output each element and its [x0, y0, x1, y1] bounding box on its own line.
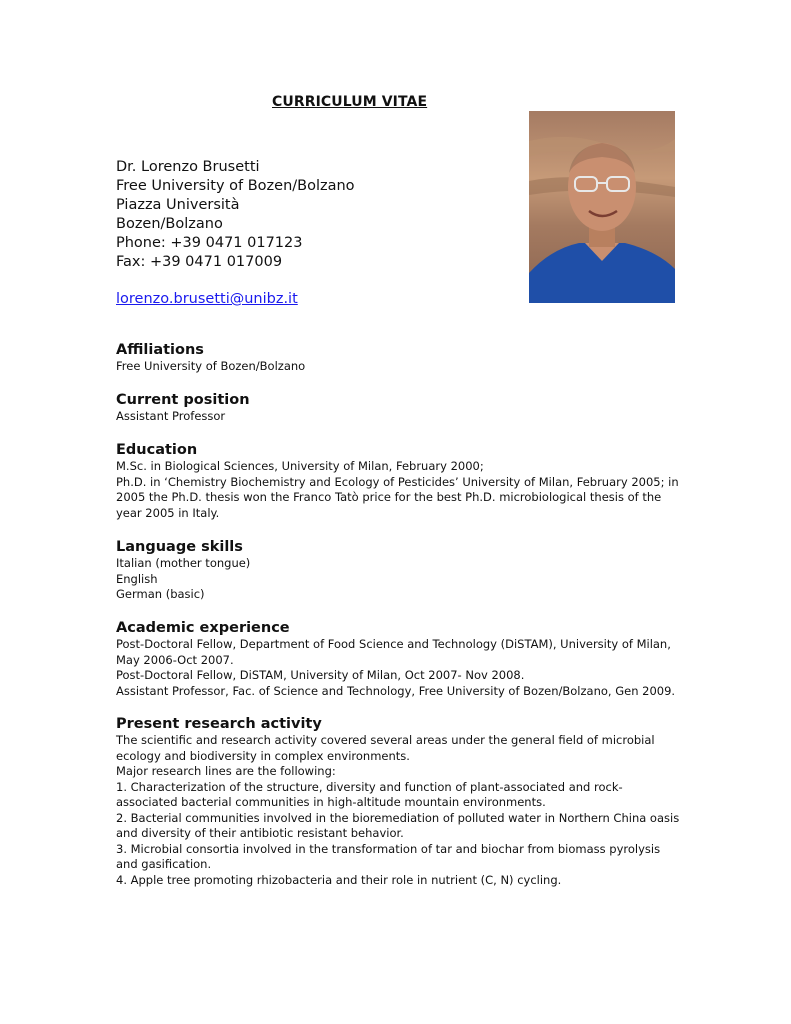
- section-line: May 2006-Oct 2007.: [116, 652, 234, 667]
- contact-phone: Phone: +39 0471 017123: [116, 235, 303, 251]
- section-line: German (basic): [116, 587, 205, 601]
- section-heading: Affiliations: [116, 342, 204, 358]
- section-line: Free University of Bozen/Bolzano: [116, 359, 306, 373]
- portrait-photo-image: [529, 111, 675, 303]
- section-line: 1. Characterization of the structure, diversity and function of plant-associated and rock-: [116, 779, 623, 794]
- contact-block: [116, 158, 355, 309]
- section-line: English: [116, 571, 158, 586]
- section-line: and diversity of their antibiotic resistant behavior.: [116, 826, 404, 840]
- section-heading: Education: [116, 442, 198, 458]
- section-research-activity: [116, 715, 686, 888]
- section-line: year 2005 in Italy.: [116, 505, 220, 520]
- contact-institution: Free University of Bozen/Bolzano: [116, 178, 355, 194]
- section-line: and gasification.: [116, 857, 212, 871]
- contact-name: Dr. Lorenzo Brusetti: [116, 159, 260, 175]
- section-line: Post-Doctoral Fellow, DiSTAM, University of Milan, Oct 2007- Nov 2008.: [116, 668, 525, 682]
- section-line: Major research lines are the following:: [116, 764, 336, 778]
- section-line: M.Sc. in Biological Sciences, University of Milan, February 2000;: [116, 459, 484, 473]
- contact-address: Piazza Università: [116, 197, 240, 213]
- section-line: Post-Doctoral Fellow, Department of Food Science and Technology (DiSTAM), University of Milan,: [116, 637, 671, 651]
- section-academic-experience: [116, 619, 686, 699]
- section-education: [116, 441, 686, 521]
- section-heading: Academic experience: [116, 620, 290, 636]
- section-line: 2005 the Ph.D. thesis won the Franco Tatò price for the best Ph.D. microbiological thesis of the: [116, 490, 662, 504]
- section-language-skills: [116, 538, 686, 603]
- section-line: 4. Apple tree promoting rhizobacteria and their role in nutrient (C, N) cycling.: [116, 872, 562, 887]
- section-line: Italian (mother tongue): [116, 556, 251, 570]
- section-heading: Language skills: [116, 539, 243, 555]
- section-line: Assistant Professor: [116, 409, 226, 423]
- section-line: Assistant Professor, Fac. of Science and Technology, Free University of Bozen/Bolzano, Gen 2009.: [116, 683, 676, 698]
- section-affiliations: [116, 341, 686, 375]
- contact-city: Bozen/Bolzano: [116, 216, 223, 232]
- section-line: associated bacterial communities in high-altitude mountain environments.: [116, 795, 546, 809]
- email-link[interactable]: lorenzo.brusetti@unibz.it: [116, 291, 298, 307]
- section-line: ecology and biodiversity in complex environments.: [116, 748, 410, 763]
- section-current-position: [116, 391, 686, 425]
- section-line: The scientific and research activity covered several areas under the general field of microbial: [116, 733, 655, 747]
- document-title: CURRICULUM VITAE: [272, 94, 428, 110]
- section-line: 3. Microbial consortia involved in the transformation of tar and biochar from biomass pyrolysis: [116, 841, 661, 856]
- contact-fax: Fax: +39 0471 017009: [116, 254, 283, 270]
- section-heading: Current position: [116, 392, 250, 408]
- section-line: 2. Bacterial communities involved in the bioremediation of polluted water in Northern China oasis: [116, 810, 680, 825]
- portrait-photo: [529, 111, 675, 303]
- section-line: Ph.D. in ‘Chemistry Biochemistry and Ecology of Pesticides’ University of Milan, February 2005; in: [116, 474, 679, 489]
- section-heading: Present research activity: [116, 716, 322, 732]
